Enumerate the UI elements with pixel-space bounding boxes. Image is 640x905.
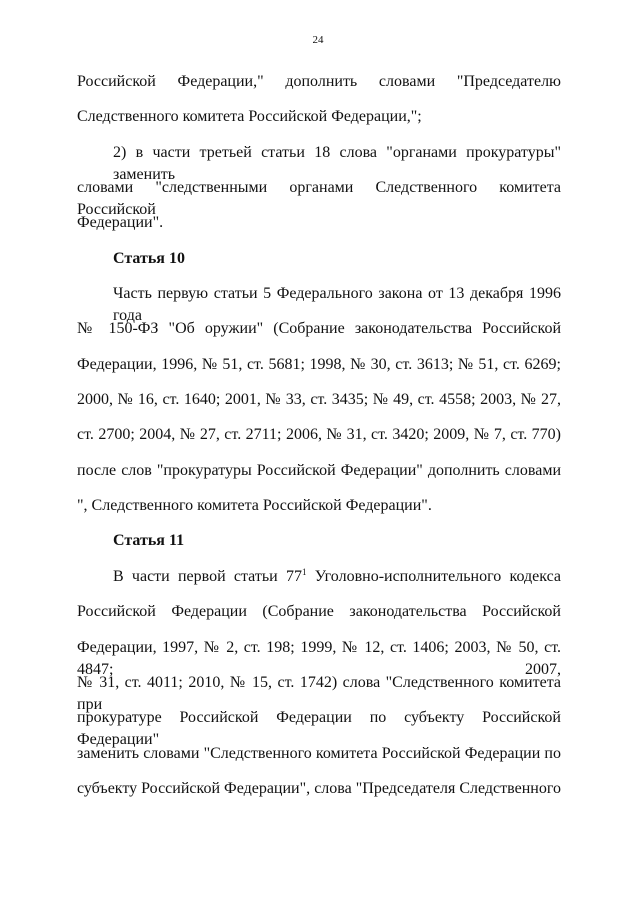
text-line: Часть первую статьи 5 Федерального закона от 13 декабря 1996 года bbox=[113, 285, 561, 325]
text-line: 2000, № 16, ст. 1640; 2001, № 33, ст. 3435; № 49, ст. 4558; 2003, № 27, bbox=[77, 391, 561, 409]
text-line: Федерации, 1997, № 2, ст. 198; 1999, № 12, ст. 1406; 2003, № 50, ст. 4847; 2007, bbox=[77, 638, 561, 678]
text-line: Российской Федерации (Собрание законодательства Российской bbox=[77, 603, 561, 621]
text-line: № 31, ст. 4011; 2010, № 15, ст. 1742) слова "Следственного комитета при bbox=[77, 673, 561, 713]
text-line: Федерации, 1996, № 51, ст. 5681; 1998, № 30, ст. 3613; № 51, ст. 6269; bbox=[77, 355, 561, 373]
document-body bbox=[77, 71, 561, 813]
text-line: Российской Федерации," дополнить словами "Председателю bbox=[77, 73, 561, 90]
text-line: заменить словами "Следственного комитета Российской Федерации по bbox=[77, 744, 561, 762]
text-line: прокуратуре Российской Федерации по субъекту Российской Федерации" bbox=[77, 709, 561, 749]
article-11-heading: Статья 11 bbox=[113, 532, 185, 550]
page-number: 24 bbox=[312, 34, 324, 46]
article-10-heading: Статья 10 bbox=[113, 249, 185, 267]
text-line: № 150-ФЗ "Об оружии" (Собрание законодательства Российской bbox=[77, 320, 561, 338]
text-line: 2) в части третьей статьи 18 слова "органами прокуратуры" заменить bbox=[113, 143, 561, 183]
text-line: словами "следственными органами Следственного комитета Российской bbox=[77, 179, 561, 219]
text-line: Следственного комитета Российской Федерации,"; bbox=[77, 108, 422, 126]
text-line: Федерации". bbox=[77, 214, 164, 232]
text-line: ст. 2700; 2004, № 27, ст. 2711; 2006, № 31, ст. 3420; 2009, № 7, ст. 770) bbox=[77, 426, 561, 444]
text-line: ", Следственного комитета Российской Федерации". bbox=[77, 497, 432, 515]
superscript-index: 1 bbox=[301, 566, 307, 577]
text-line: субъекту Российской Федерации", слова "Председателя Следственного bbox=[77, 779, 561, 797]
text-line bbox=[77, 566, 561, 601]
first-line-with-superscript: В части первой статьи $77^1$ Уголовно-исполнительного кодекса bbox=[113, 566, 562, 585]
text-line: после слов "прокуратуры Российской Федерации" дополнить словами bbox=[77, 461, 561, 479]
